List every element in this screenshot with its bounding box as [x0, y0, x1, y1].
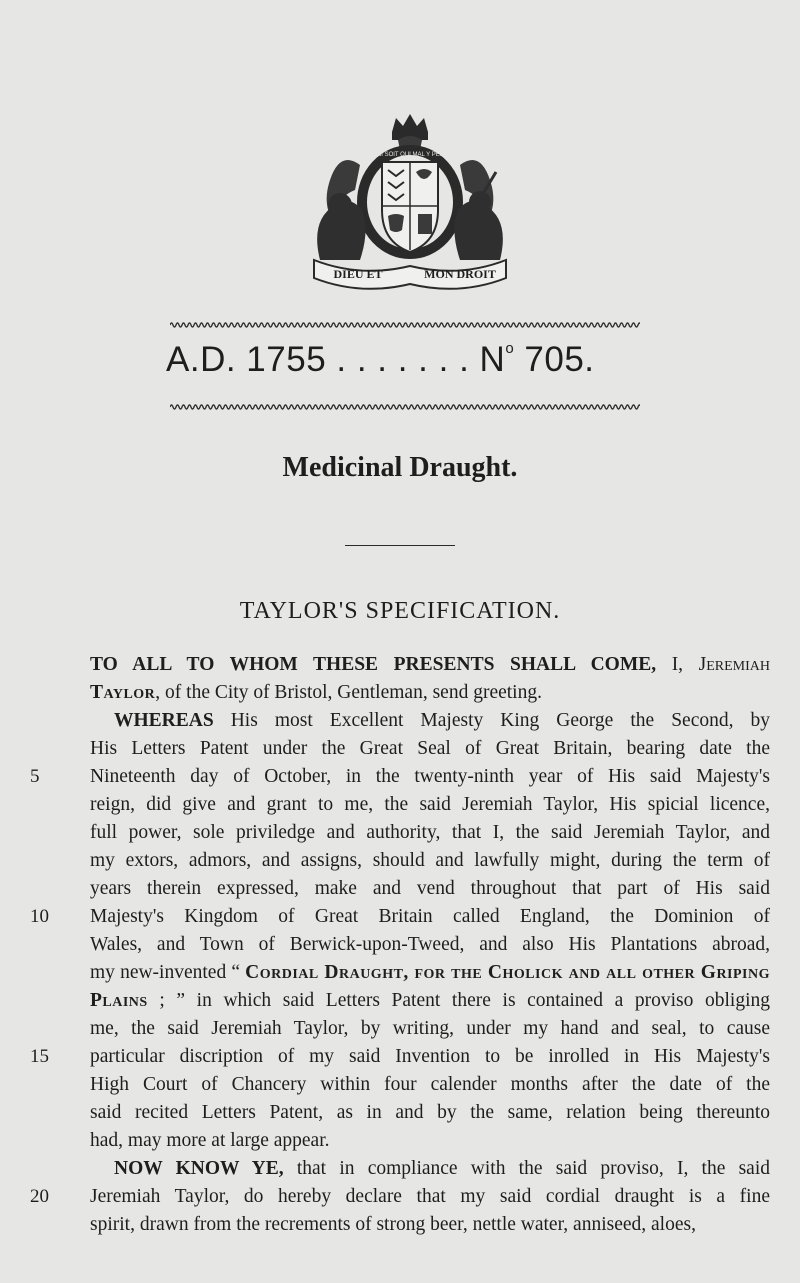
line-number: 5: [30, 766, 40, 787]
text-run: ; ” in which said Letters Patent there is contained a proviso obliging: [147, 990, 770, 1011]
leader-dots: . . . . . . .: [336, 340, 470, 379]
text-line: [30, 903, 770, 931]
text-line: [90, 791, 770, 819]
text-run: His Letters Patent under the Great Seal of Great Britain, bearing date the: [90, 738, 770, 759]
text-line: [90, 959, 770, 987]
text-run: WHEREAS: [114, 710, 214, 731]
text-run: His most Excellent Majesty King George the Second, by: [213, 710, 770, 731]
patent-year: A.D. 1755: [166, 340, 327, 379]
text-line: [90, 707, 770, 735]
text-line: [90, 875, 770, 903]
text-run: Nineteenth day of October, in the twenty-ninth year of His said Majesty's: [90, 766, 770, 787]
subject-title: Medicinal Draught.: [282, 452, 518, 483]
text-run: that in compliance with the said proviso, I, the said: [283, 1158, 770, 1179]
text-run: particular discription of my said Invention to be inrolled in His Majesty's: [90, 1046, 770, 1067]
wavy-rule-bottom: [170, 402, 640, 412]
garter-motto: HONI SOIT QUI MAL Y PENSE: [367, 152, 453, 158]
patent-number: 705.: [524, 340, 595, 379]
text-line: [30, 1043, 770, 1071]
text-run: full power, sole priviledge and authority, that I, the said Jeremiah Taylor, and: [90, 822, 770, 843]
text-run: said recited Letters Patent, as in and by the same, relation being thereunto: [90, 1102, 770, 1123]
patent-number-sup: o: [505, 340, 515, 357]
text-line: [30, 1183, 770, 1211]
specification-title: TAYLOR'S SPECIFICATION.: [239, 598, 561, 624]
text-line: [90, 735, 770, 763]
text-line: [90, 1099, 770, 1127]
text-line: [90, 931, 770, 959]
text-run: Majesty's Kingdom of Great Britain called England, the Dominion of: [90, 906, 770, 927]
text-run: Taylor: [90, 682, 156, 703]
text-line: [90, 1211, 770, 1239]
text-run: , of the City of Bristol, Gentleman, send greeting.: [155, 682, 542, 703]
text-run: Jeremiah Taylor, do hereby declare that my said cordial draught is a fine: [90, 1186, 770, 1207]
text-line: [90, 1071, 770, 1099]
text-run: reign, did give and grant to me, the said Jeremiah Taylor, His spicial licence,: [90, 794, 770, 815]
text-line: [90, 819, 770, 847]
royal-coat-of-arms-icon: [300, 110, 520, 300]
text-run: Wales, and Town of Berwick-upon-Tweed, and also His Plantations abroad,: [90, 934, 770, 955]
text-run: me, the said Jeremiah Taylor, by writing, under my hand and seal, to cause: [90, 1018, 770, 1039]
text-run: Plains: [90, 990, 148, 1011]
text-run: I,: [656, 654, 699, 675]
text-run: my new-invented “: [90, 962, 246, 983]
line-number: 10: [30, 906, 49, 927]
text-line: [90, 847, 770, 875]
text-run: TO ALL TO WHOM THESE PRESENTS SHALL COME,: [90, 654, 657, 675]
divider-rule: [345, 545, 455, 546]
text-run: spirit, drawn from the recrements of strong beer, nettle water, anniseed, aloes,: [90, 1214, 696, 1235]
line-number: 15: [30, 1046, 49, 1067]
text-line: [90, 1155, 770, 1183]
text-run: NOW KNOW YE,: [114, 1158, 284, 1179]
wavy-rule-top: [170, 320, 640, 330]
text-line: [90, 987, 770, 1015]
patent-number-prefix: N: [479, 340, 506, 379]
text-run: had, may more at large appear.: [90, 1130, 330, 1151]
text-line: [90, 679, 770, 707]
text-line: [30, 763, 770, 791]
crest-motto-left: DIEU ET: [333, 267, 383, 281]
patent-number-line: [166, 340, 686, 380]
text-run: years therein expressed, make and vend throughout that part of His said: [90, 878, 770, 899]
text-line: [90, 1127, 770, 1155]
text-run: Cordial Draught, for the Cholick and all other Griping: [245, 962, 771, 983]
text-line: [90, 1015, 770, 1043]
crest-motto-right: MON DROIT: [424, 267, 496, 281]
text-run: High Court of Chancery within four calender months after the date of the: [90, 1074, 770, 1095]
text-run: Jeremiah: [698, 654, 771, 675]
text-run: my extors, admors, and assigns, should and lawfully might, during the term of: [90, 850, 770, 871]
specification-body: [30, 651, 771, 1239]
text-line: [90, 651, 770, 679]
line-number: 20: [30, 1186, 49, 1207]
